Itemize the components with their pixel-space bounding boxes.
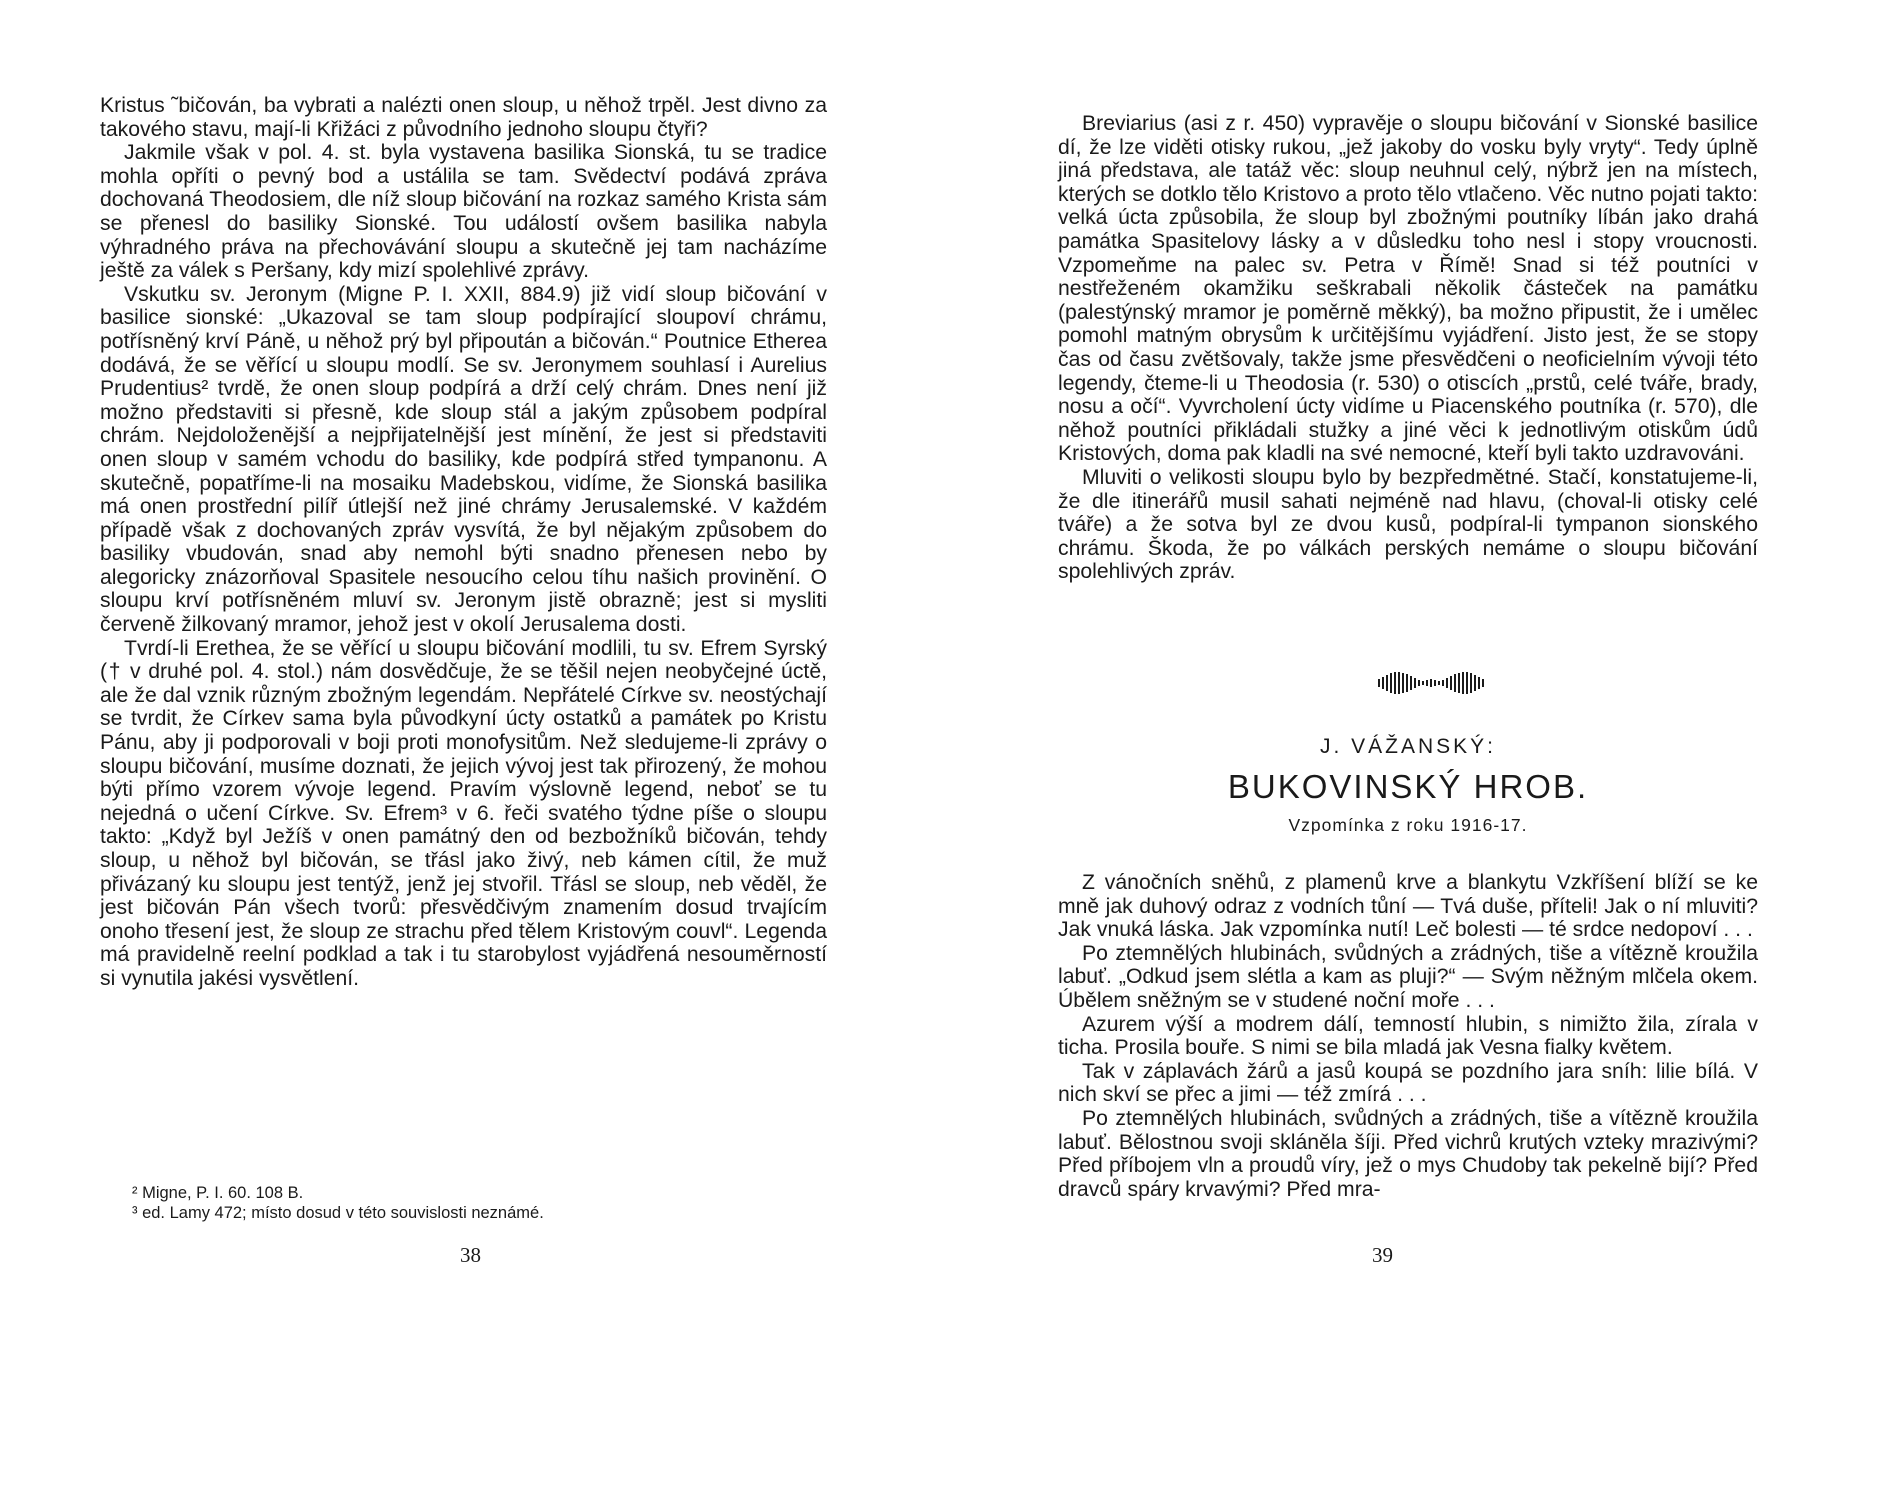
- author-name: J. VÁŽANSKÝ:: [1319, 735, 1497, 758]
- right-body-text: [1058, 112, 1758, 584]
- footnote: ³ ed. Lamy 472; místo dosud v této souvislosti neznámé.: [132, 1204, 544, 1222]
- fleuron-ornament-icon: [1372, 668, 1490, 698]
- paragraph: Jakmile však v pol. 4. st. byla vystavena basilika Sionská, tu se tradice mohla opříti o pevný bod a ustálila se tam. Svědectví podává zpráva dochovaná Theodosiem, dle níž sloup bičování na rozkaz samého Krista sám se přenesl do basiliky Sionské. Tou událostí ovšem basilika nabyla výhradného práva na přechovávání sloupu a skutečně jej tam nacházíme ještě za válek s Peršany, kdy mizí spolehlivé zprávy.: [100, 141, 827, 283]
- right-page: [952, 0, 1904, 1500]
- paragraph: Vskutku sv. Jeronym (Migne P. I. XXII, 884.9) již vidí sloup bičování v basilice sionské: „Ukazoval se tam sloup podpírající sloupoví chrámu, potřísněný krví Páně, u něhož prý byl připoután a bičován.“ Poutnice Etherea dodává, že se věřící u sloupu modlí. Se sv. Jeronymem souhlasí i Aurelius Prudentius² tvrdě, že onen sloup podpírá a drží celý chrám. Dnes není již možno představiti si přesně, kde sloup stál a jakým způsobem podpíral chrám. Nejdoloženější a nejpřijatelnější jest mínění, že jest si představiti onen sloup v samém vchodu do basiliky, kde podpírá střed tympanonu. A skutečně, popatříme-li na mosaiku Madebskou, vidíme, že Sionská basilika má onen prostřední pilíř útlejší než jiné chrámy Jerusalemské. V každém případě však z dochovaných zpráv vysvítá, že byl nějakým způsobem do basiliky vbudován, snad aby nemohl býti snadno přenesen nebo by alegoricky znázorňoval Spasitele nesoucího celou tíhu našich provinění. O sloupu krví potřísněném mluví sv. Jeronym jistě obrazně; jest si mysliti červeně žilkovaný mramor, jehož jest v okolí Jerusalema dosti.: [100, 282, 827, 637]
- paragraph: Azurem výší a modrem dálí, temností hlubin, s nimižto žila, zírala v ticha. Prosila bouře. S nimi se bila mladá jak Vesna fialky květem.: [1058, 1012, 1758, 1060]
- paragraph: Kristus ˜bičován, ba vybrati a nalézti onen sloup, u něhož trpěl. Jest divno za takového stavu, mají-li Křižáci z původního jednoho sloupu čtyři?: [100, 94, 827, 141]
- paragraph: Z vánočních sněhů, z plamenů krve a blankytu Vzkříšení blíží se ke mně jak duhový odraz z vodních tůní — Tvá duše, příteli! Jak o ní mluviti? Jak vnuká láska. Jak vzpomínka nutí! Leč bolesti — té srdce nedopoví . . .: [1058, 871, 1758, 942]
- paragraph: Po ztemnělých hlubinách, svůdných a zrádných, tiše a vítězně kroužila labuť. „Odkud jsem slétla a kam as pluji?“ — Svým něžným mlčela okem. Úbělem sněžným se v studené noční moře . . .: [1058, 941, 1758, 1012]
- chapter-subtitle: Vzpomínka z roku 1916-17.: [1288, 815, 1528, 835]
- paragraph: Breviarius (asi z r. 450) vypravěje o sloupu bičování v Sionské basilice dí, že lze viděti otisky rukou, „jež jakoby do vosku byly vryty“. Tedy úplně jiná představa, ale tatáž věc: sloup neuhnul celý, nýbrž jen na místech, kterých se dotklo tělo Kristovo a proto tělo vtlačeno. Věc nutno pojati takto: velká úcta způsobila, že sloup byl zbožnými poutníky líbán jako drahá památka Spasitelovy lásky a v důsledku toho nesl i stopy vroucnosti. Vzpomeňme na palec sv. Petra v Římě! Snad si též poutníci v nestřeženém okamžiku seškrabali několik částeček na památku (palestýnský mramor je poměrně měkký), ba možno připustit, že i umělec pomohl matným obrysům k určitějšímu vyjádření. Jisto jest, že se stopy čas od času zvětšovaly, takže jsme přesvědčeni o neoficielním vývoji této legendy, čteme-li u Theodosia (r. 530) o otiscích „prstů, celé tváře, brady, nosu a očí“. Vyvrcholení úcty vidíme u Piacenského poutníka (r. 570), dle něhož poutníci přikládali stužky a jiné věci k jednotlivým otiskům údů Kristových, doma pak kladli na své nemocné, kteří byli takto uzdravováni.: [1058, 112, 1758, 466]
- paragraph: Tvrdí-li Erethea, že se věřící u sloupu bičování modlili, tu sv. Efrem Syrský († v druhé pol. 4. stol.) nám dosvědčuje, že se těšil nejen neobyčejné úctě, ale že dal vznik různým zbožným legendám. Nepřátelé Církve sv. neostýchají se tvrdit, že Církev sama byla původkyní úcty ostatků a památek po Kristu Pánu, aby ji podporovali v boji proti monofysitům. Než sledujeme-li zprávy o sloupu bičování, musíme doznati, že jejich vývoj jest tak přirozený, že mohou býti přímo vzorem vývoje legend. Pravím výslovně legend, neboť se tu nejedná o učení Církve. Sv. Efrem³ v 6. řeči svatého týdne píše o sloupu takto: „Když byl Ježíš v onen památný den od bezbožníků bičován, tehdy sloup, u něhož byl bičován, se třásl jako živý, neb kámen cítil, že muž přivázaný ku sloupu jest tentýž, jenž jej stvořil. Třásl se sloup, neb věděl, že jest bičován Pán všech tvorů: přesvědčivým znamením dosud trvajícím onoho třesení jest, že sloup ze strachu před tělem Kristovým couvl“. Legenda má pravidelně reelní podklad a tak i tu starobylost vyjádřená nesouměrností si vynutila jakési vysvětlení.: [100, 636, 827, 990]
- chapter-title: BUKOVINSKÝ HROB.: [1227, 768, 1589, 805]
- prose-poem-text: [1058, 871, 1758, 1201]
- footnote: ² Migne, P. I. 60. 108 B.: [132, 1184, 304, 1202]
- footnotes: [132, 1183, 732, 1223]
- paragraph: Mluviti o velikosti sloupu bylo by bezpředmětné. Stačí, konstatujeme-li, že dle itinerářů musil sahati nejméně nad hlavu, (choval-li otisky celé tváře) a že sotva byl ze dvou kusů, podpíral-li tympanon sionského chrámu. Škoda, že po válkách perských nemáme o sloupu bičování spolehlivých zpráv.: [1058, 465, 1758, 584]
- paragraph: Po ztemnělých hlubinách, svůdných a zrádných, tiše a vítězně kroužila labuť. Bělostnou svoji skláněla šíji. Před vichrů krutých vzteky mrazivými? Před příbojem vln a proudů víry, jež o mys Chudoby tak pekelně bijí? Před dravců spáry krvavými? Před mra-: [1058, 1106, 1758, 1201]
- left-body-text: [100, 94, 827, 991]
- page-number: 38: [460, 1243, 481, 1267]
- page-number: 39: [1372, 1243, 1393, 1267]
- paragraph: Tak v záplavách žárů a jasů koupá se pozdního jara sníh: lilie bílá. V nich skví se přec a jimi — též zmírá . . .: [1058, 1059, 1758, 1107]
